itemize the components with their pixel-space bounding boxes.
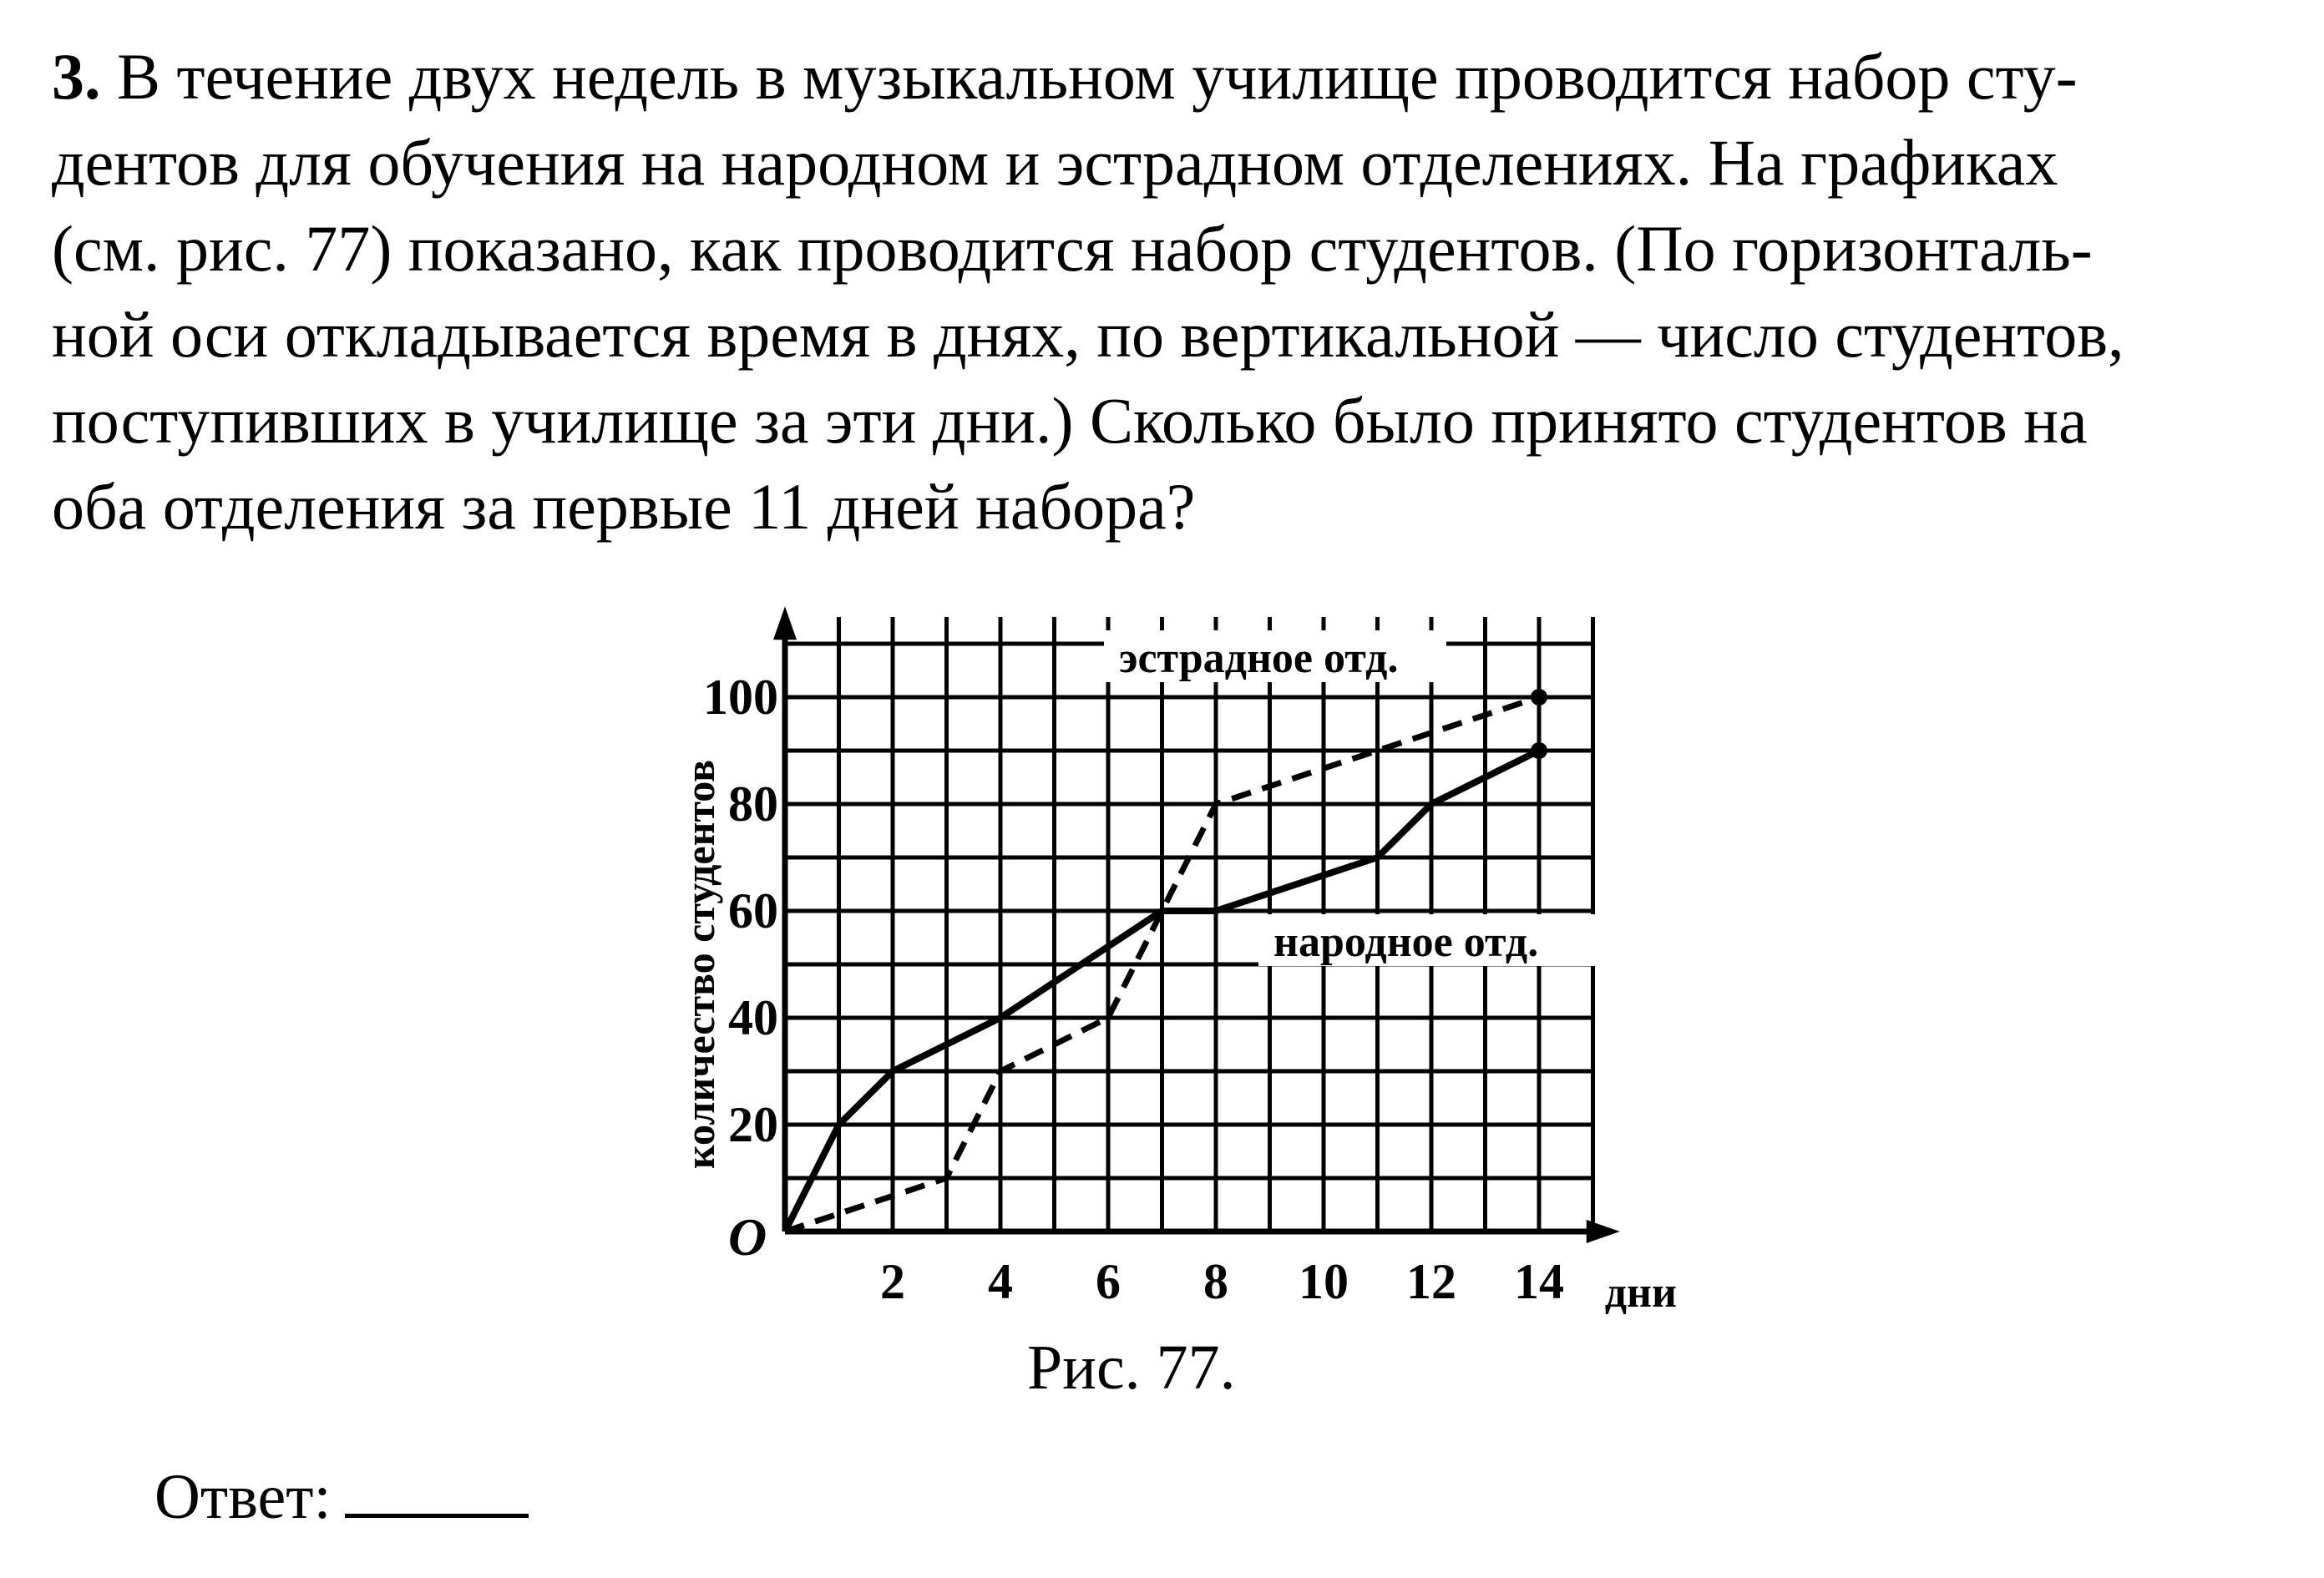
series-label-2: народное отд. — [1273, 918, 1539, 966]
figure-caption: Рис. 77. — [1027, 1333, 1236, 1403]
series-end-point-1 — [1531, 689, 1547, 706]
x-tick-label: 12 — [1406, 1254, 1456, 1309]
answer-label: Ответ: — [154, 1462, 332, 1532]
origin-label: O — [728, 1207, 767, 1267]
y-tick-label: 20 — [728, 1097, 778, 1152]
y-axis-arrow — [773, 606, 797, 640]
x-tick-label: 2 — [880, 1254, 905, 1309]
x-tick-label: 8 — [1203, 1254, 1228, 1309]
answer-blank[interactable] — [345, 1464, 529, 1518]
x-tick-label: 6 — [1096, 1254, 1121, 1309]
problem-line-3: (см. рис. 77) показано, как проводится набор студентов. (По горизонталь- — [52, 212, 2093, 285]
x-axis-label: дни — [1604, 1269, 1677, 1317]
problem-line-6: оба отделения за первые 11 дней набора? — [52, 470, 1196, 543]
problem-number: 3. — [52, 40, 101, 113]
y-tick-label: 40 — [728, 990, 778, 1045]
y-axis-label: количество студентов — [676, 759, 723, 1170]
y-tick-label: 100 — [703, 670, 778, 725]
x-axis-arrow — [1587, 1220, 1620, 1243]
problem-line-2: дентов для обучения на народном и эстрадном отделениях. На графиках — [52, 126, 2058, 199]
y-tick-label: 60 — [728, 883, 778, 938]
problem-line-5: поступивших в училище за эти дни.) Сколько было принято студентов на — [52, 384, 2088, 457]
x-tick-label: 4 — [988, 1254, 1013, 1309]
problem-line-4: ной оси откладывается время в днях, по вертикальной — число студентов, — [52, 298, 2124, 371]
series-end-point-2 — [1531, 742, 1547, 759]
x-tick-label: 10 — [1299, 1254, 1349, 1309]
y-tick-label: 80 — [728, 776, 778, 832]
problem-line-1-text: В течение двух недель в музыкальном училище проводится набор сту- — [117, 40, 2078, 113]
x-tick-label: 14 — [1514, 1254, 1564, 1309]
series-label-1: эстрадное отд. — [1119, 635, 1399, 682]
answer-field — [154, 1461, 529, 1534]
